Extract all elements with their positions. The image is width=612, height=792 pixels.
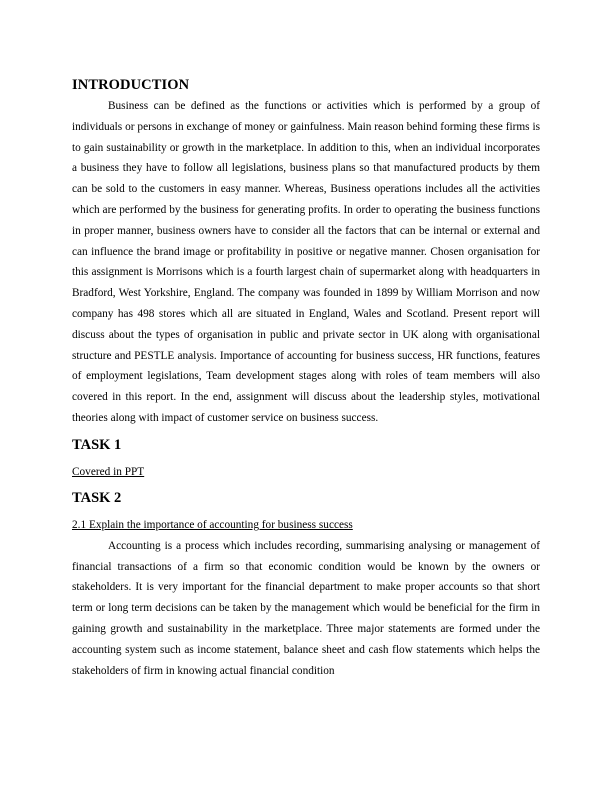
introduction-heading: INTRODUCTION — [72, 77, 190, 93]
task1-heading: TASK 1 — [72, 436, 122, 453]
task2-subheading: 2.1 Explain the importance of accounting for business success — [72, 518, 353, 531]
task1-note: Covered in PPT — [72, 465, 145, 478]
task2-paragraph: Accounting is a process which includes recording, summarising analysing or management of financial transactions of a firm so that economic condition would be known by the owners or stakeholders. It is very important for the financial department to make proper accounts so that short term or long term decisions can be taken by the management which would be beneficial for the firm in gaining growth and sustainability in the marketplace. Three major statements are formed under the accounting system such as income statement, balance sheet and cash flow statements which helps the stakeholders of firm in knowing actual financial condition — [72, 539, 540, 677]
document-page — [72, 76, 540, 681]
introduction-paragraph: Business can be defined as the functions or activities which is performed by a group of individuals or persons in exchange of money or gainfulness. Main reason behind forming these firms is to gain sustainability or growth in the marketplace. In addition to this, when an individual incorporates a business they have to follow all legislations, business plans so that manufactured products by them can be sold to the customers in easy manner. Whereas, Business operations includes all the activities which are performed by the business for generating profits. In order to operating the business functions in proper manner, business owners have to consider all the factors that can be internal or external and can influence the brand image or profitability in positive or negative manner. Chosen organisation for this assignment is Morrisons which is a fourth largest chain of supermarket along with headquarters in Bradford, West Yorkshire, England. The company was founded in 1899 by William Morrison and now company has 498 stores which all are situated in England, Wales and Scotland. Present report will discuss about the types of organisation in public and private sector in UK along with organisational structure and PESTLE analysis. Importance of accounting for business success, HR functions, features of employment legislations, Team development stages along with roles of team members will also covered in this report. In the end, assignment will discuss about the leadership styles, motivational theories along with impact of customer service on business success. — [72, 100, 540, 424]
task2-heading: TASK 2 — [72, 489, 122, 506]
